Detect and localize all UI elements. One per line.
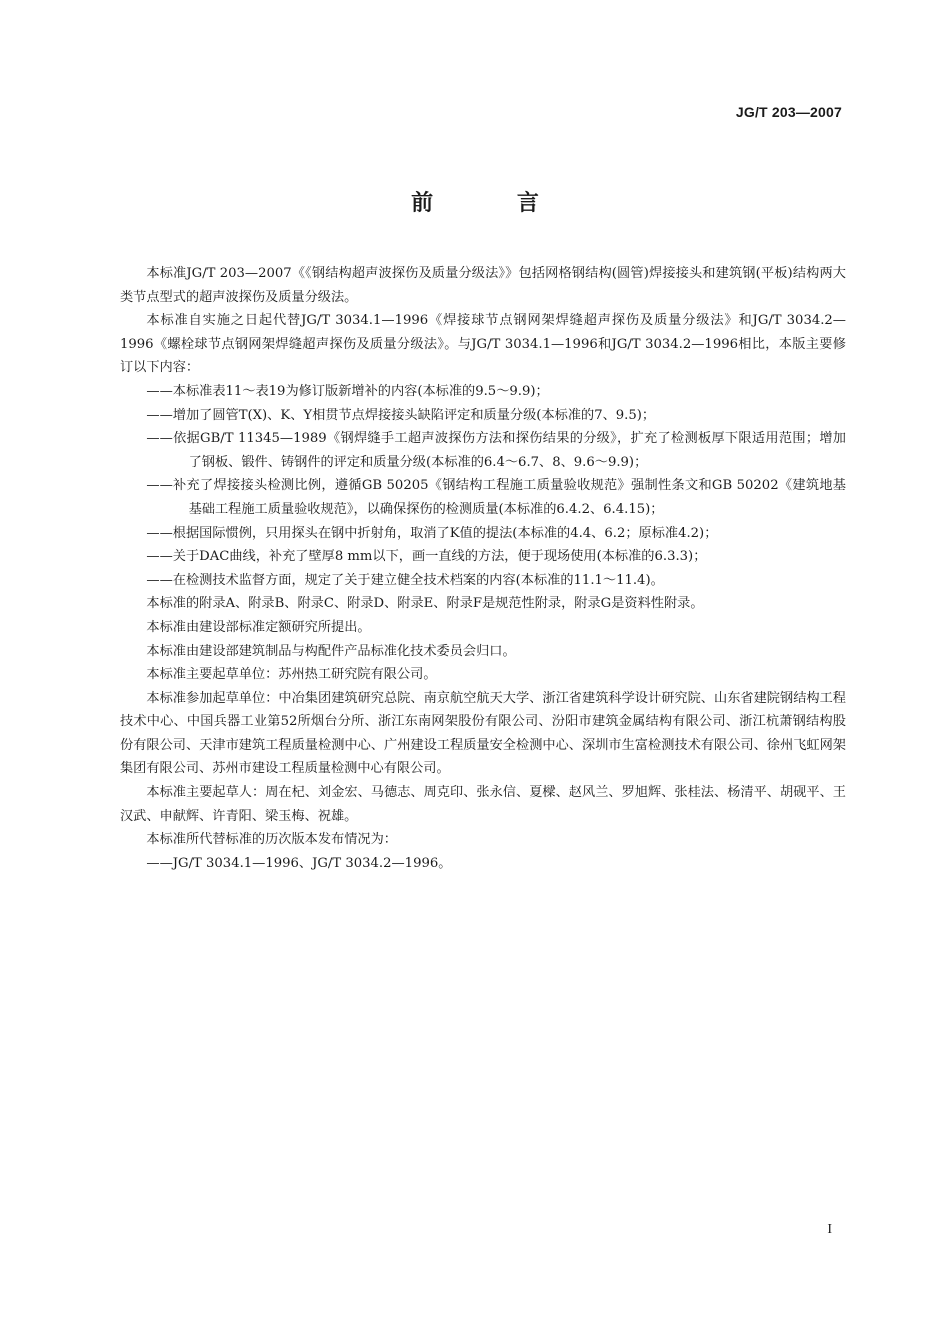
standard-code: JG/T 203—2007 (735, 104, 842, 120)
page-title: 前 言 (411, 191, 577, 216)
paragraph: 本标准主要起草人：周在杞、刘金宏、马德志、周克印、张永信、夏樑、赵风兰、罗旭辉、张桂法、杨清平、胡砚平、王汉武、申献辉、许青阳、梁玉梅、祝雄。 (120, 785, 846, 824)
paragraph: 本标准由建设部建筑制品与构配件产品标准化技术委员会归口。 (146, 643, 516, 659)
list-item: ——根据国际惯例，只用探头在钢中折射角，取消了K值的提法(本标准的4.4、6.2；原标准4.2)； (146, 525, 718, 541)
paragraph: 本标准参加起草单位：中冶集团建筑研究总院、南京航空航天大学、浙江省建筑科学设计研究院、山东省建院钢结构工程技术中心、中国兵器工业第52所烟台分所、浙江东南网架股份有限公司、汾阳市建筑金属结构有限公司、浙江杭萧钢结构股份有限公司、天津市建筑工程质量检测中心、广州建设工程质量安全检测中心、深圳市生富检测技术有限公司、徐州飞虹网架集团有限公司、苏州市建设工程质量检测中心有限公司。 (120, 690, 846, 777)
page-number: I (827, 1222, 832, 1237)
list-item: ——依据GB/T 11345—1989《钢焊缝手工超声波探伤方法和探伤结果的分级》，扩充了检测板厚下限适用范围；增加了钢板、锻件、铸钢件的评定和质量分级(本标准的6.4～6.7、8、9.6～9.9)； (146, 431, 846, 470)
list-item: ——增加了圆管T(X)、K、Y相贯节点焊接接头缺陷评定和质量分级(本标准的7、9.5)； (146, 407, 656, 423)
list-item: ——补充了焊接接头检测比例，遵循GB 50205《钢结构工程施工质量验收规范》强制性条文和GB 50202《建筑地基基础工程施工质量验收规范》，以确保探伤的检测质量(本标准的6.4.2、6.4.15)； (146, 478, 846, 517)
list-item: ——本标准表11～表19为修订版新增补的内容(本标准的9.5～9.9)； (146, 383, 549, 399)
paragraph: 本标准的附录A、附录B、附录C、附录D、附录E、附录F是规范性附录，附录G是资料性附录。 (146, 596, 704, 612)
list-item: ——JG/T 3034.1—1996、JG/T 3034.2—1996。 (146, 855, 452, 871)
list-item: ——关于DAC曲线，补充了壁厚8 mm以下，画一直线的方法，便于现场使用(本标准的6.3.3)； (146, 549, 707, 565)
paragraph: 本标准自实施之日起代替JG/T 3034.1—1996《焊接球节点钢网架焊缝超声探伤及质量分级法》和JG/T 3034.2—1996《螺栓球节点钢网架焊缝超声探伤及质量分级法》。与JG/T 3034.1—1996和JG/T 3034.2—1996相比，本版主要修订以下内容： (120, 313, 846, 376)
paragraph: 本标准主要起草单位：苏州热工研究院有限公司。 (146, 667, 437, 683)
paragraph: 本标准所代替标准的历次版本发布情况为： (146, 832, 397, 848)
list-item: ——在检测技术监督方面，规定了关于建立健全技术档案的内容(本标准的11.1～11.4)。 (146, 572, 664, 588)
foreword-body (120, 262, 846, 875)
paragraph: 本标准JG/T 203—2007《《钢结构超声波探伤及质量分级法》》包括网格钢结构(圆管)焊接接头和建筑钢(平板)结构两大类节点型式的超声波探伤及质量分级法。 (120, 266, 846, 305)
paragraph: 本标准由建设部标准定额研究所提出。 (146, 619, 371, 635)
